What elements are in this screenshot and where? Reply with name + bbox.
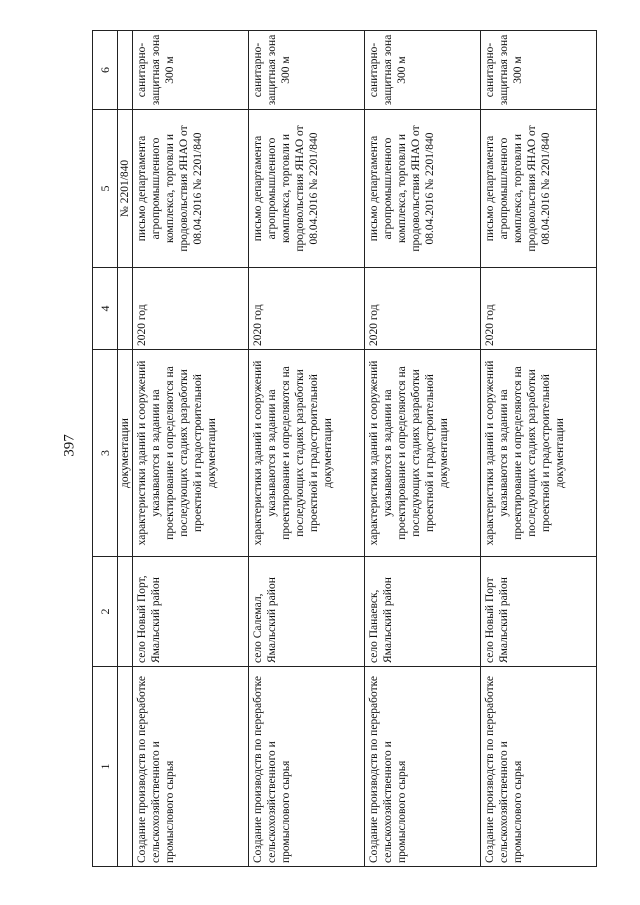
table-row <box>249 31 365 867</box>
cell-basis: письмо департамента агропромышленного комплекса, торговли и продовольствия ЯНАО от 08.04.2016 № 2201/840 <box>133 110 249 268</box>
cell-characteristics: характеристики зданий и сооружений указываются в задании на проектирование и определяются на последующих стадиях разработки проектной и градостроительной документации <box>249 350 365 557</box>
cell-basis: письмо департамента агропромышленного комплекса, торговли и продовольствия ЯНАО от 08.04.2016 № 2201/840 <box>365 110 481 268</box>
rotated-table-container <box>92 31 566 867</box>
column-number: 6 <box>93 31 118 110</box>
cell-purpose: Создание производств по переработке сельскохозяйственного и промыслового сырья <box>249 667 365 867</box>
cell-zone: санитарно-защитная зона 300 м <box>249 31 365 110</box>
column-number-row <box>93 31 118 867</box>
cell-purpose <box>118 667 133 867</box>
cell-zone: санитарно-защитная зона 300 м <box>481 31 597 110</box>
continuation-row <box>118 31 133 867</box>
cell-period <box>118 268 133 350</box>
cell-period: 2020 год <box>249 268 365 350</box>
page-number: 397 <box>61 434 78 457</box>
column-number: 5 <box>93 110 118 268</box>
cell-purpose: Создание производств по переработке сельскохозяйственного и промыслового сырья <box>365 667 481 867</box>
cell-period: 2020 год <box>481 268 597 350</box>
column-number: 4 <box>93 268 118 350</box>
cell-characteristics: документации <box>118 350 133 557</box>
column-number: 3 <box>93 350 118 557</box>
cell-zone: санитарно-защитная зона 300 м <box>365 31 481 110</box>
cell-zone <box>118 31 133 110</box>
cell-basis: письмо департамента агропромышленного комплекса, торговли и продовольствия ЯНАО от 08.04.2016 № 2201/840 <box>249 110 365 268</box>
table-row <box>133 31 249 867</box>
cell-zone: санитарно-защитная зона 300 м <box>133 31 249 110</box>
cell-location: село Новый Порт Ямальский район <box>481 557 597 667</box>
cell-location: село Салемал, Ямальский район <box>249 557 365 667</box>
column-number: 1 <box>93 667 118 867</box>
cell-purpose: Создание производств по переработке сельскохозяйственного и промыслового сырья <box>481 667 597 867</box>
cell-period: 2020 год <box>365 268 481 350</box>
cell-location: село Панаевск, Ямальский район <box>365 557 481 667</box>
cell-purpose: Создание производств по переработке сельскохозяйственного и промыслового сырья <box>133 667 249 867</box>
cell-period: 2020 год <box>133 268 249 350</box>
table-row <box>481 31 597 867</box>
cell-characteristics: характеристики зданий и сооружений указываются в задании на проектирование и определяются на последующих стадиях разработки проектной и градостроительной документации <box>365 350 481 557</box>
object-table <box>92 30 597 867</box>
column-number: 2 <box>93 557 118 667</box>
cell-characteristics: характеристики зданий и сооружений указываются в задании на проектирование и определяются на последующих стадиях разработки проектной и градостроительной документации <box>133 350 249 557</box>
cell-location <box>118 557 133 667</box>
cell-characteristics: характеристики зданий и сооружений указываются в задании на проектирование и определяются на последующих стадиях разработки проектной и градостроительной документации <box>481 350 597 557</box>
table-row <box>365 31 481 867</box>
cell-basis: письмо департамента агропромышленного комплекса, торговли и продовольствия ЯНАО от 08.04.2016 № 2201/840 <box>481 110 597 268</box>
cell-basis: № 2201/840 <box>118 110 133 268</box>
cell-location: село Новый Порт, Ямальский район <box>133 557 249 667</box>
